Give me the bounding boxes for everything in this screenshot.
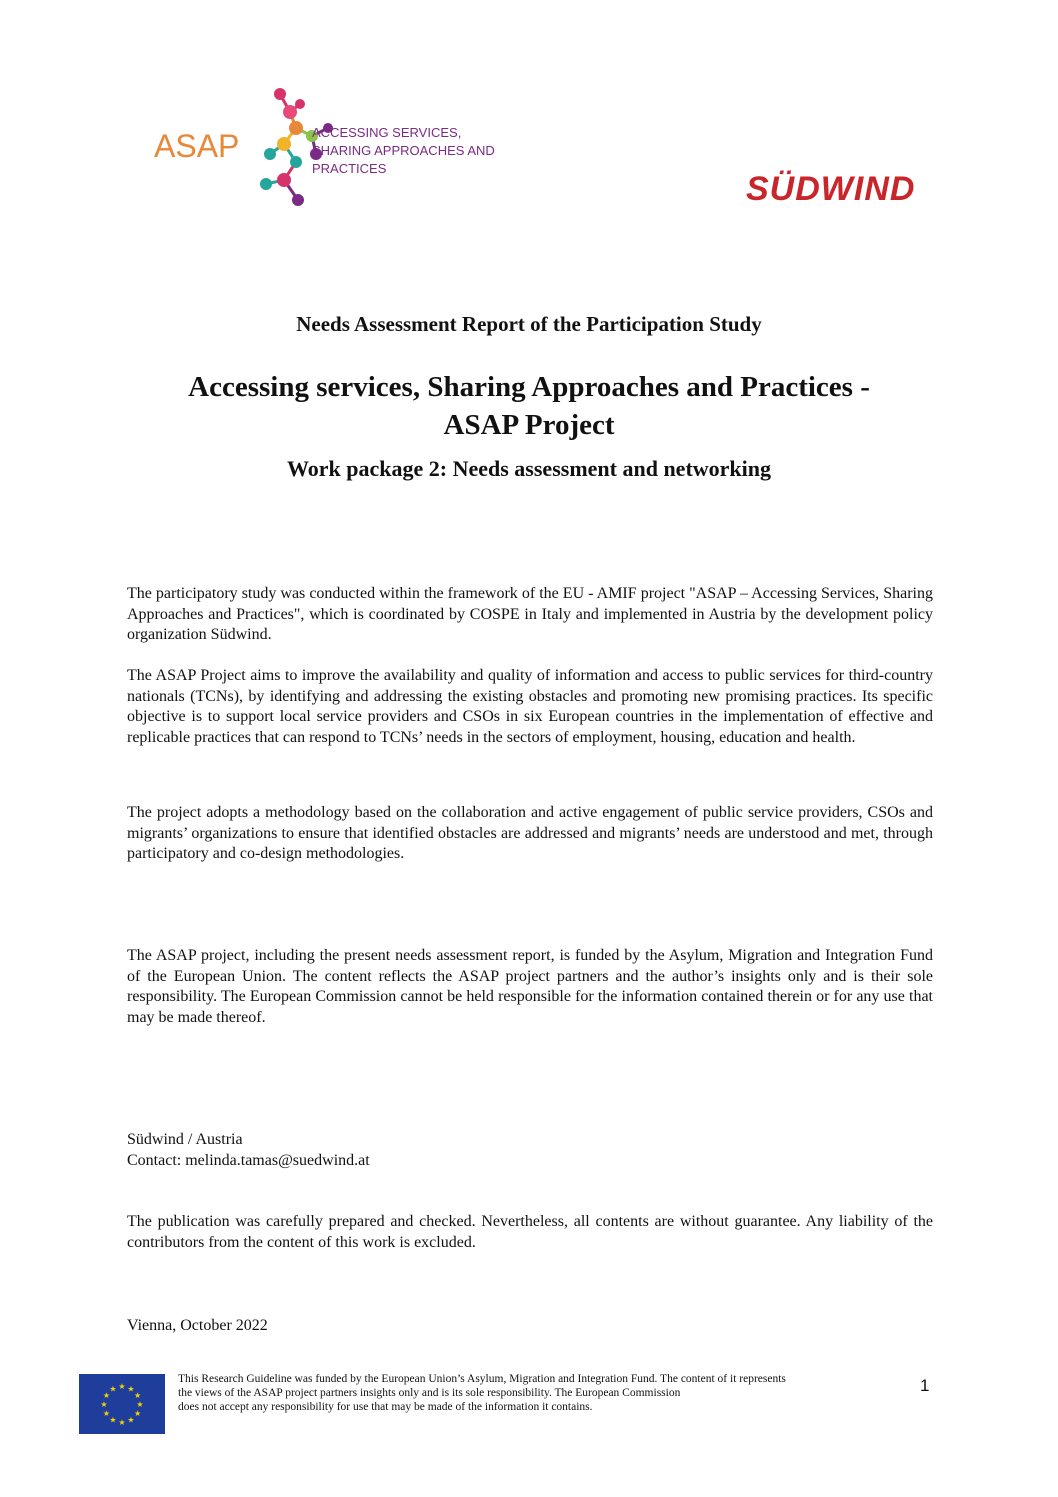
eu-star-icon: ★: [100, 1400, 108, 1409]
eu-star-icon: ★: [118, 1418, 126, 1427]
eu-stars: [79, 1374, 165, 1434]
sudwind-logo: [746, 170, 916, 218]
eu-star-icon: ★: [134, 1409, 142, 1418]
eu-star-icon: ★: [109, 1415, 117, 1425]
eu-star-icon: ★: [102, 1409, 110, 1418]
eu-star-icon: ★: [102, 1391, 110, 1400]
main-title-line2: ASAP Project: [443, 409, 615, 441]
main-title: [0, 368, 1058, 444]
paragraph-intro: The participatory study was conducted within the framework of the EU - AMIF project "ASAP – Accessing Services, Sharing Approaches and Practices", which is coordinated by COSPE in Italy and implemented in Austria by the development policy organization Südwind.: [127, 585, 933, 643]
work-package-title: Work package 2: Needs assessment and networking: [286, 456, 772, 481]
report-title: Needs Assessment Report of the Participation Study: [296, 312, 762, 336]
contact-email: Contact: melinda.tamas@suedwind.at: [127, 1151, 370, 1169]
eu-star-icon: ★: [109, 1384, 117, 1394]
contact-block: [127, 1130, 933, 1171]
eu-star-icon: ★: [118, 1382, 126, 1391]
eu-star-icon: ★: [134, 1391, 142, 1400]
paragraph-methodology: The project adopts a methodology based on the collaboration and active engagement of public service providers, CSOs and migrants’ organizations to ensure that identified obstacles are addressed and migrants’ needs are understood and met, through participatory and co-design methodologies.: [127, 804, 933, 862]
footer-line2: the views of the ASAP project partners insights only and is its sole responsibility. The European Commission: [178, 1387, 681, 1399]
paragraph-aims: The ASAP Project aims to improve the availability and quality of information and access to public services for third-country nationals (TCNs), by identifying and addressing the existing obstacles and promoting new promising practices. Its specific objective is to support local service providers and CSOs in six European countries in the implementation of effective and replicable practices that can respond to TCNs’ needs in the sectors of employment, housing, education and health.: [127, 667, 933, 746]
main-title-line1: Accessing services, Sharing Approaches and Practices -: [188, 371, 870, 403]
eu-star-icon: ★: [136, 1400, 144, 1409]
asap-logo: [150, 84, 570, 212]
asap-tagline: [312, 124, 570, 178]
footer-line1: This Research Guideline was funded by the European Union’s Asylum, Migration and Integration Fund. The content of it represents: [178, 1373, 786, 1385]
eu-flag-icon: [79, 1374, 165, 1434]
footer-line3: does not accept any responsibility for use that may be made of the information it contains.: [178, 1401, 593, 1413]
sudwind-logo-text: SÜDWIND: [746, 170, 916, 208]
asap-logo-word: ASAP: [154, 128, 240, 164]
asap-tagline-line2: SHARING APPROACHES AND PRACTICES: [312, 143, 495, 176]
paragraph-disclaimer: The publication was carefully prepared and checked. Nevertheless, all contents are without guarantee. Any liability of the contributors from the content of this work is excluded.: [127, 1213, 933, 1251]
page-number: 1: [920, 1376, 930, 1395]
organization: Südwind / Austria: [127, 1131, 243, 1148]
eu-star-icon: ★: [127, 1415, 135, 1425]
eu-star-icon: ★: [127, 1384, 135, 1394]
paragraph-funding: The ASAP project, including the present needs assessment report, is funded by the Asylum, Migration and Integration Fund of the European Union. The content reflects the ASAP project partners and the author’s insights only and is their sole responsibility. The European Commission cannot be held responsible for the information contained therein or for any use that may be made thereof.: [127, 947, 933, 1026]
place-date: Vienna, October 2022: [127, 1317, 268, 1334]
footer-text: [178, 1372, 894, 1414]
asap-tagline-line1: ACCESSING SERVICES,: [312, 125, 462, 140]
